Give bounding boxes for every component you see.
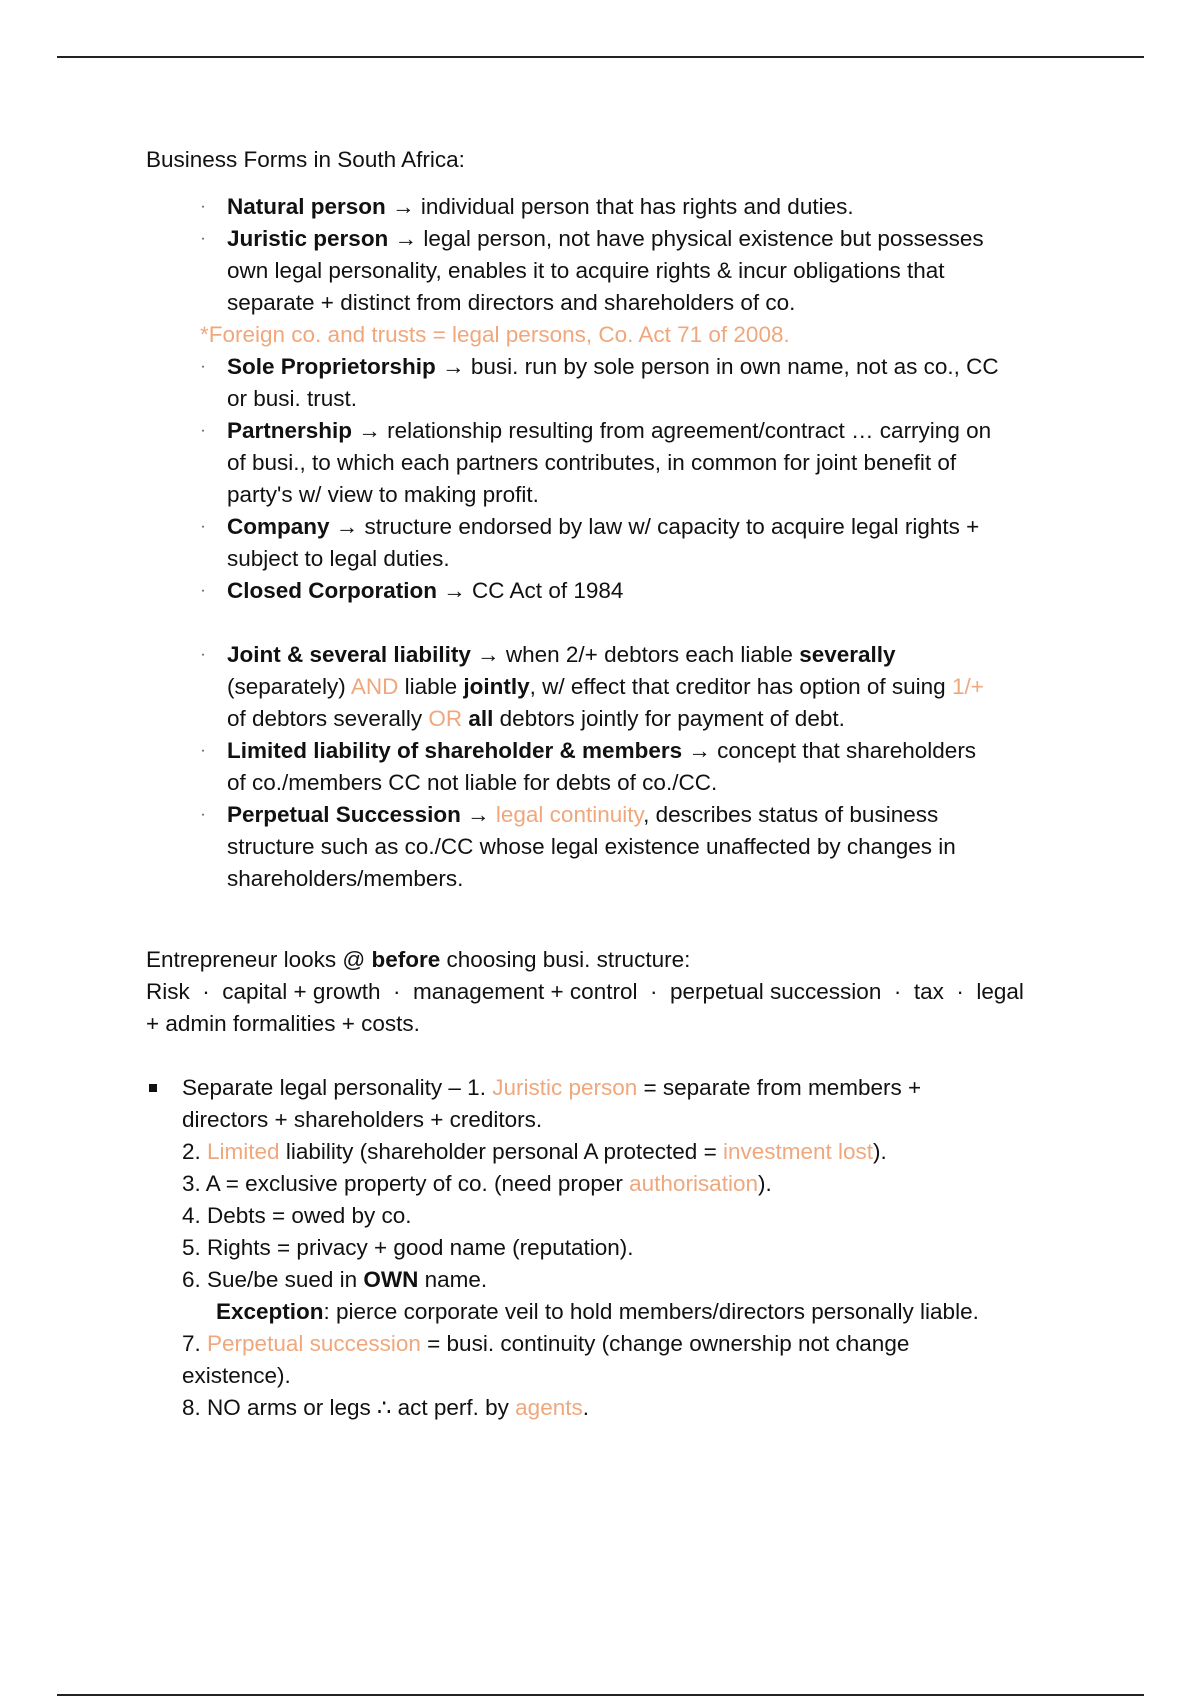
note-foreign: *Foreign co. and trusts = legal persons, Co. Act 71 of 2008. [200, 322, 790, 347]
def-sole-proprietorship: · Sole Proprietorship → busi. run by sole person in own name, not as co., CC or busi. trust. [227, 351, 1107, 415]
entrepreneur-block: Entrepreneur looks @ before choosing busi. structure: Risk · capital + growth · management + control · perpetual succession · tax · legal + admin formalities + costs. [146, 947, 1024, 1036]
square-bullet-icon [149, 1084, 157, 1092]
def-natural-person: · Natural person → individual person that has rights and duties. [227, 191, 1107, 223]
term: Closed Corporation [227, 578, 438, 603]
bullet-dot: · [200, 742, 206, 759]
term: Partnership [227, 418, 353, 443]
arrow-icon: → [335, 514, 359, 539]
arrow-icon: → [442, 354, 465, 379]
bullet-dot: · [200, 646, 206, 663]
arrow-icon: → [467, 802, 490, 827]
arrow-icon: → [688, 738, 711, 763]
top-rule [57, 56, 1144, 58]
bottom-rule [57, 1694, 1144, 1696]
bullet-dot: · [200, 422, 206, 439]
separate-legal-personality: Separate legal personality – 1. Juristic person = separate from members + directors + shareholders + creditors. 2. Limited liability (shareholder personal A protected = investment lost). 3. A = exclusive property of co. (need proper authorisation). 4. Debts = owed by co. 5. Rights = privacy + good name (reputation). 6. Sue/be sued in OWN name. Exception: pierce corporate veil to hold members/directors personally liable. 7. Perpetual succession = busi. continuity (change ownership not change existence). 8. NO arms or legs ∴ act perf. by agents. [182, 1075, 979, 1420]
term: Natural person [227, 194, 386, 219]
def-perpetual-succession: · Perpetual Succession → legal continuity, describes status of business structure such as co./CC whose legal existence unaffected by changes in shareholders/members. [227, 799, 1107, 895]
arrow-icon: → [477, 642, 500, 667]
term: Sole Proprietorship [227, 354, 436, 379]
bullet-dot: · [200, 358, 206, 375]
def-limited-liability: · Limited liability of shareholder & members → concept that shareholders of co./members CC not liable for debts of co./CC. [227, 735, 1107, 799]
arrow-icon: → [358, 418, 381, 443]
bullet-dot: · [200, 198, 206, 215]
def-partnership: · Partnership → relationship resulting from agreement/contract … carrying on of busi., to which each partners contributes, in common for joint benefit of party's w/ view to making profit. [227, 415, 1107, 511]
def-company: · Company → structure endorsed by law w/ capacity to acquire legal rights + subject to legal duties. [227, 511, 1107, 575]
def-juristic-person: · Juristic person → legal person, not have physical existence but possesses own legal personality, enables it to acquire rights & incur obligations that separate + distinct from directors and shareholders of co. [227, 223, 1107, 319]
def-joint-several-liability: · Joint & several liability → when 2/+ debtors each liable severally (separately) AND liable jointly, w/ effect that creditor has option of suing 1/+ of debtors severally OR all debtors jointly for payment of debt. [227, 639, 1107, 735]
arrow-icon: → [392, 194, 415, 219]
bullet-dot: · [200, 518, 206, 535]
section-heading: Business Forms in South Africa: [146, 147, 465, 172]
arrow-icon: → [443, 578, 466, 603]
def-closed-corporation: · Closed Corporation → CC Act of 1984 [227, 575, 1107, 607]
bullet-dot: · [200, 806, 206, 823]
term: Juristic person [227, 226, 389, 251]
bullet-dot: · [200, 230, 206, 247]
term: Company [227, 514, 330, 539]
bullet-dot: · [200, 582, 206, 599]
arrow-icon: → [394, 226, 418, 251]
